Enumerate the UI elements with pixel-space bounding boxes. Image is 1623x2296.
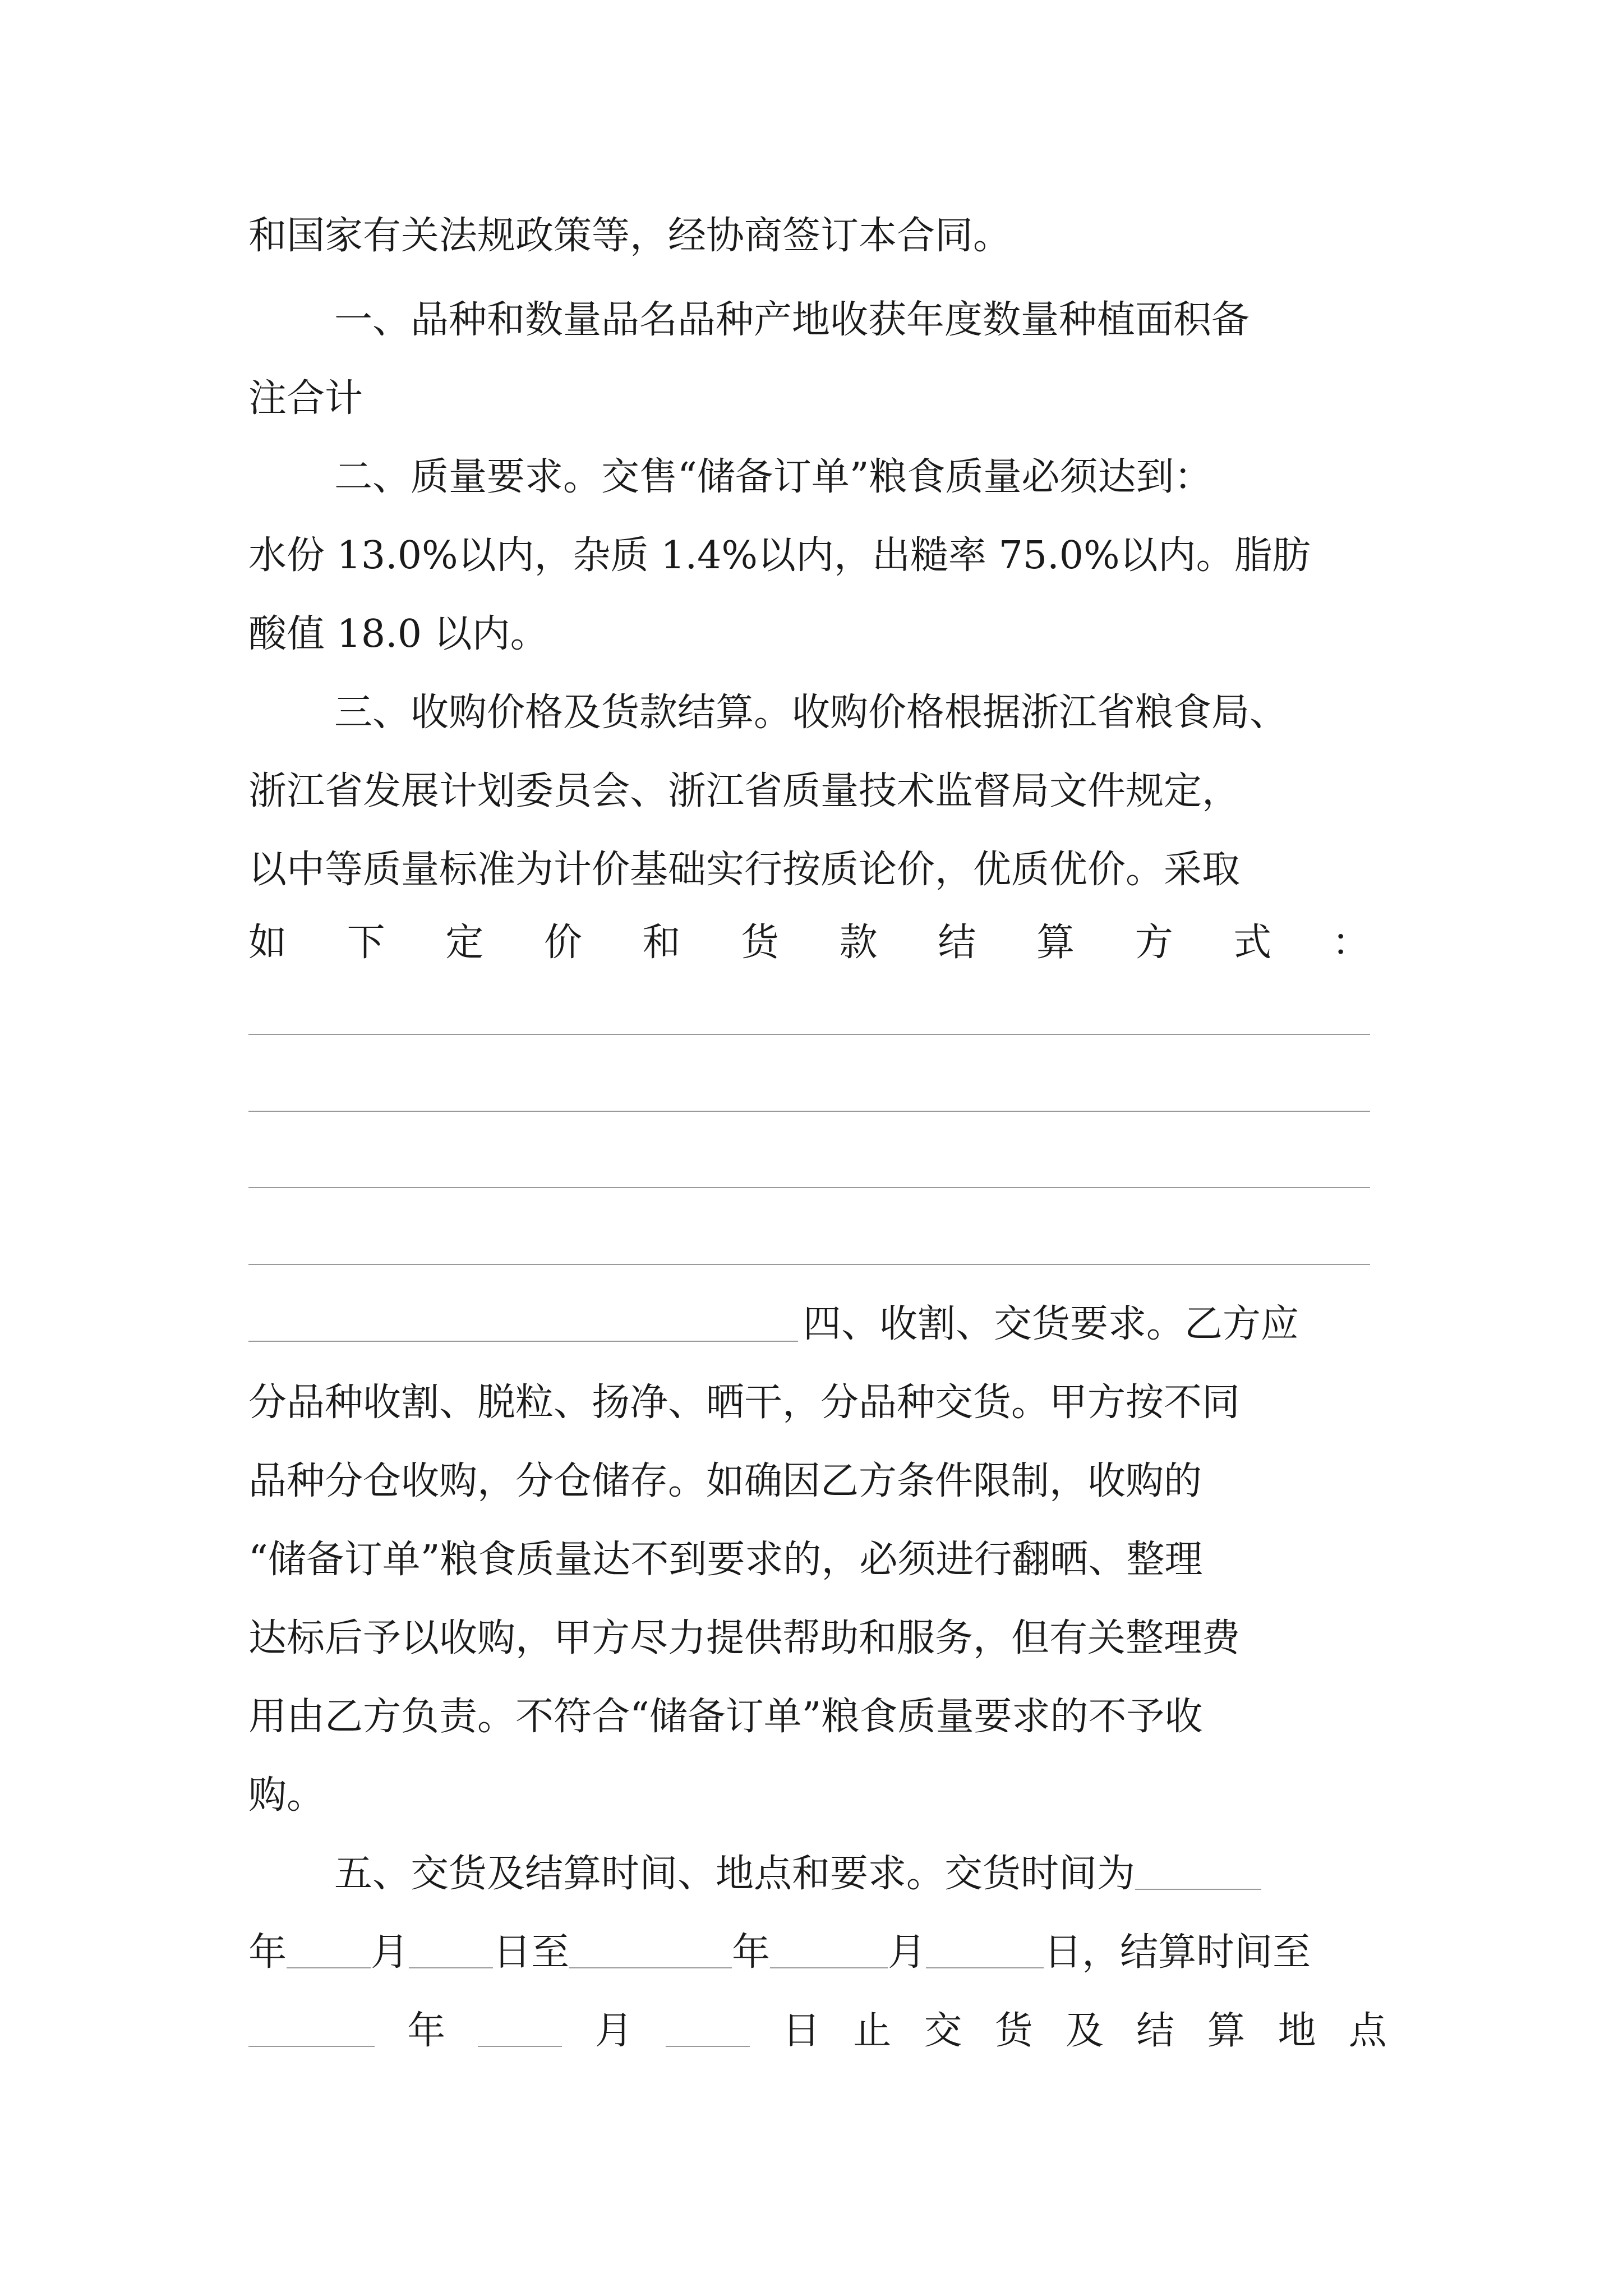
blank-field <box>770 1934 888 1968</box>
blank-field <box>666 2012 750 2047</box>
blank-field <box>248 2012 375 2047</box>
blank-field <box>569 1934 732 1968</box>
paragraph-line: 四、收割、交货要求。乙方应 <box>803 1302 1299 1346</box>
paragraph-line: 酸值 18.0 以内。 <box>248 612 548 656</box>
paragraph-line: 注合计 <box>248 376 363 421</box>
paragraph-line: 以中等质量标准为计价基础实行按质论价，优质优价。采取 <box>248 848 1241 892</box>
paragraph-line: 品种分仓收购，分仓储存。如确因乙方条件限制，收购的 <box>248 1459 1202 1503</box>
paragraph-line: 达标后予以收购，甲方尽力提供帮助和服务，但有关整理费 <box>248 1616 1241 1660</box>
blank-fill-line <box>248 1264 1370 1265</box>
blank-fill-line <box>248 1034 1370 1035</box>
paragraph-line: “储备订单”粮食质量达不到要求的，必须进行翻晒、整理 <box>248 1538 1203 1582</box>
paragraph-line: 购。 <box>248 1773 325 1818</box>
blank-fill-line <box>248 1187 1370 1188</box>
paragraph-line: 用由乙方负责。不符合“储备订单”粮食质量要求的不予收 <box>248 1695 1203 1739</box>
paragraph-line: 一、品种和数量品名品种产地收获年度数量种植面积备 <box>334 298 1250 342</box>
blank-field <box>478 2012 562 2047</box>
blank-fill-line <box>248 1111 1370 1112</box>
paragraph-line: 和国家有关法规政策等，经协商签订本合同。 <box>248 214 1012 258</box>
paragraph-line: 三、收购价格及货款结算。收购价格根据浙江省粮食局、 <box>334 691 1288 735</box>
paragraph-line: 分品种收割、脱粒、扬净、晒干，分品种交货。甲方按不同 <box>248 1381 1241 1425</box>
paragraph-line: 浙江省发展计划委员会、浙江省质量技术监督局文件规定， <box>248 769 1241 813</box>
blank-fill-line <box>248 1341 798 1342</box>
paragraph-line: 水份 13.0%以内，杂质 1.4%以内，出糙率 75.0%以内。脂肪 <box>248 533 1311 578</box>
blank-field <box>1135 1855 1261 1890</box>
paragraph-line: 五、交货及结算时间、地点和要求。交货时间为 <box>334 1855 1387 1893</box>
justified-line: 年 月 日 止 交 货 及 结 算 地 点 <box>248 2012 1387 2050</box>
blank-field <box>287 1934 371 1968</box>
blank-field <box>926 1934 1044 1968</box>
justified-line: 如 下 定 价 和 货 款 结 算 方 式 ： <box>248 921 1370 965</box>
paragraph-line: 二、质量要求。交售“储备订单”粮食质量必须达到： <box>334 455 1212 499</box>
blank-field <box>409 1934 493 1968</box>
paragraph-line: 年 月 日至 年 月 日，结算时间至 <box>248 1930 1311 1975</box>
